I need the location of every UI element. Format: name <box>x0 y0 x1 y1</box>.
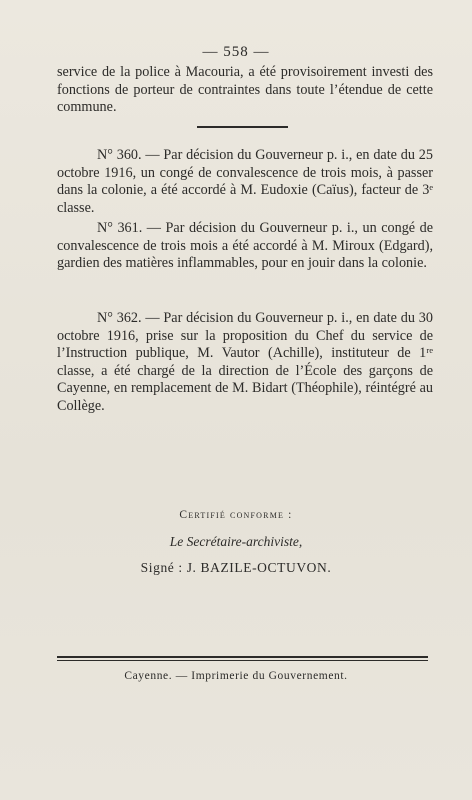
entry-text: N° 362. — Par décision du Gouverneur p. i., en date du 30 octobre 1916, prise sur la proposition du Chef du service de l’Instruction publique, M. Vautor (Achille), instituteur de 1ʳᵉ classe, a été chargé de la direction de l’École des garçons de Cayenne, en remplacement de M. Bidart (Théophile), réintégré au Collège. <box>57 310 433 414</box>
footer-rule-bottom <box>57 660 428 661</box>
entry-360 <box>57 147 433 217</box>
printer-imprint: Cayenne. — Imprimerie du Gouvernement. <box>124 670 348 682</box>
certification-title: Le Secrétaire-archiviste, <box>169 534 303 549</box>
continuation-text: service de la police à Macouria, a été provisoirement investi des fonctions de porteur de contraintes dans toute l’étendue de cette commune. <box>57 64 433 115</box>
footer-rule-top <box>57 656 428 658</box>
entry-361 <box>57 220 433 273</box>
entry-text: N° 360. — Par décision du Gouverneur p. i., en date du 25 octobre 1916, un congé de convalescence de trois mois, à passer dans la colonie, a été accordé à M. Eudoxie (Caïus), facteur de 3ᵉ classe. <box>57 147 433 216</box>
entry-362 <box>57 310 433 415</box>
continuation-paragraph <box>57 64 433 117</box>
certification-signature: Signé : J. BAZILE-OCTUVON. <box>140 560 332 575</box>
page-number: — 558 — <box>202 44 270 60</box>
entry-text: N° 361. — Par décision du Gouverneur p. i., un congé de convalescence de trois mois a été accordé à M. Miroux (Edgard), gardien des matières inflammables, pour en jouir dans la colonie. <box>57 220 433 271</box>
section-divider <box>197 126 288 128</box>
certification-heading: Certifié conforme : <box>179 509 293 521</box>
